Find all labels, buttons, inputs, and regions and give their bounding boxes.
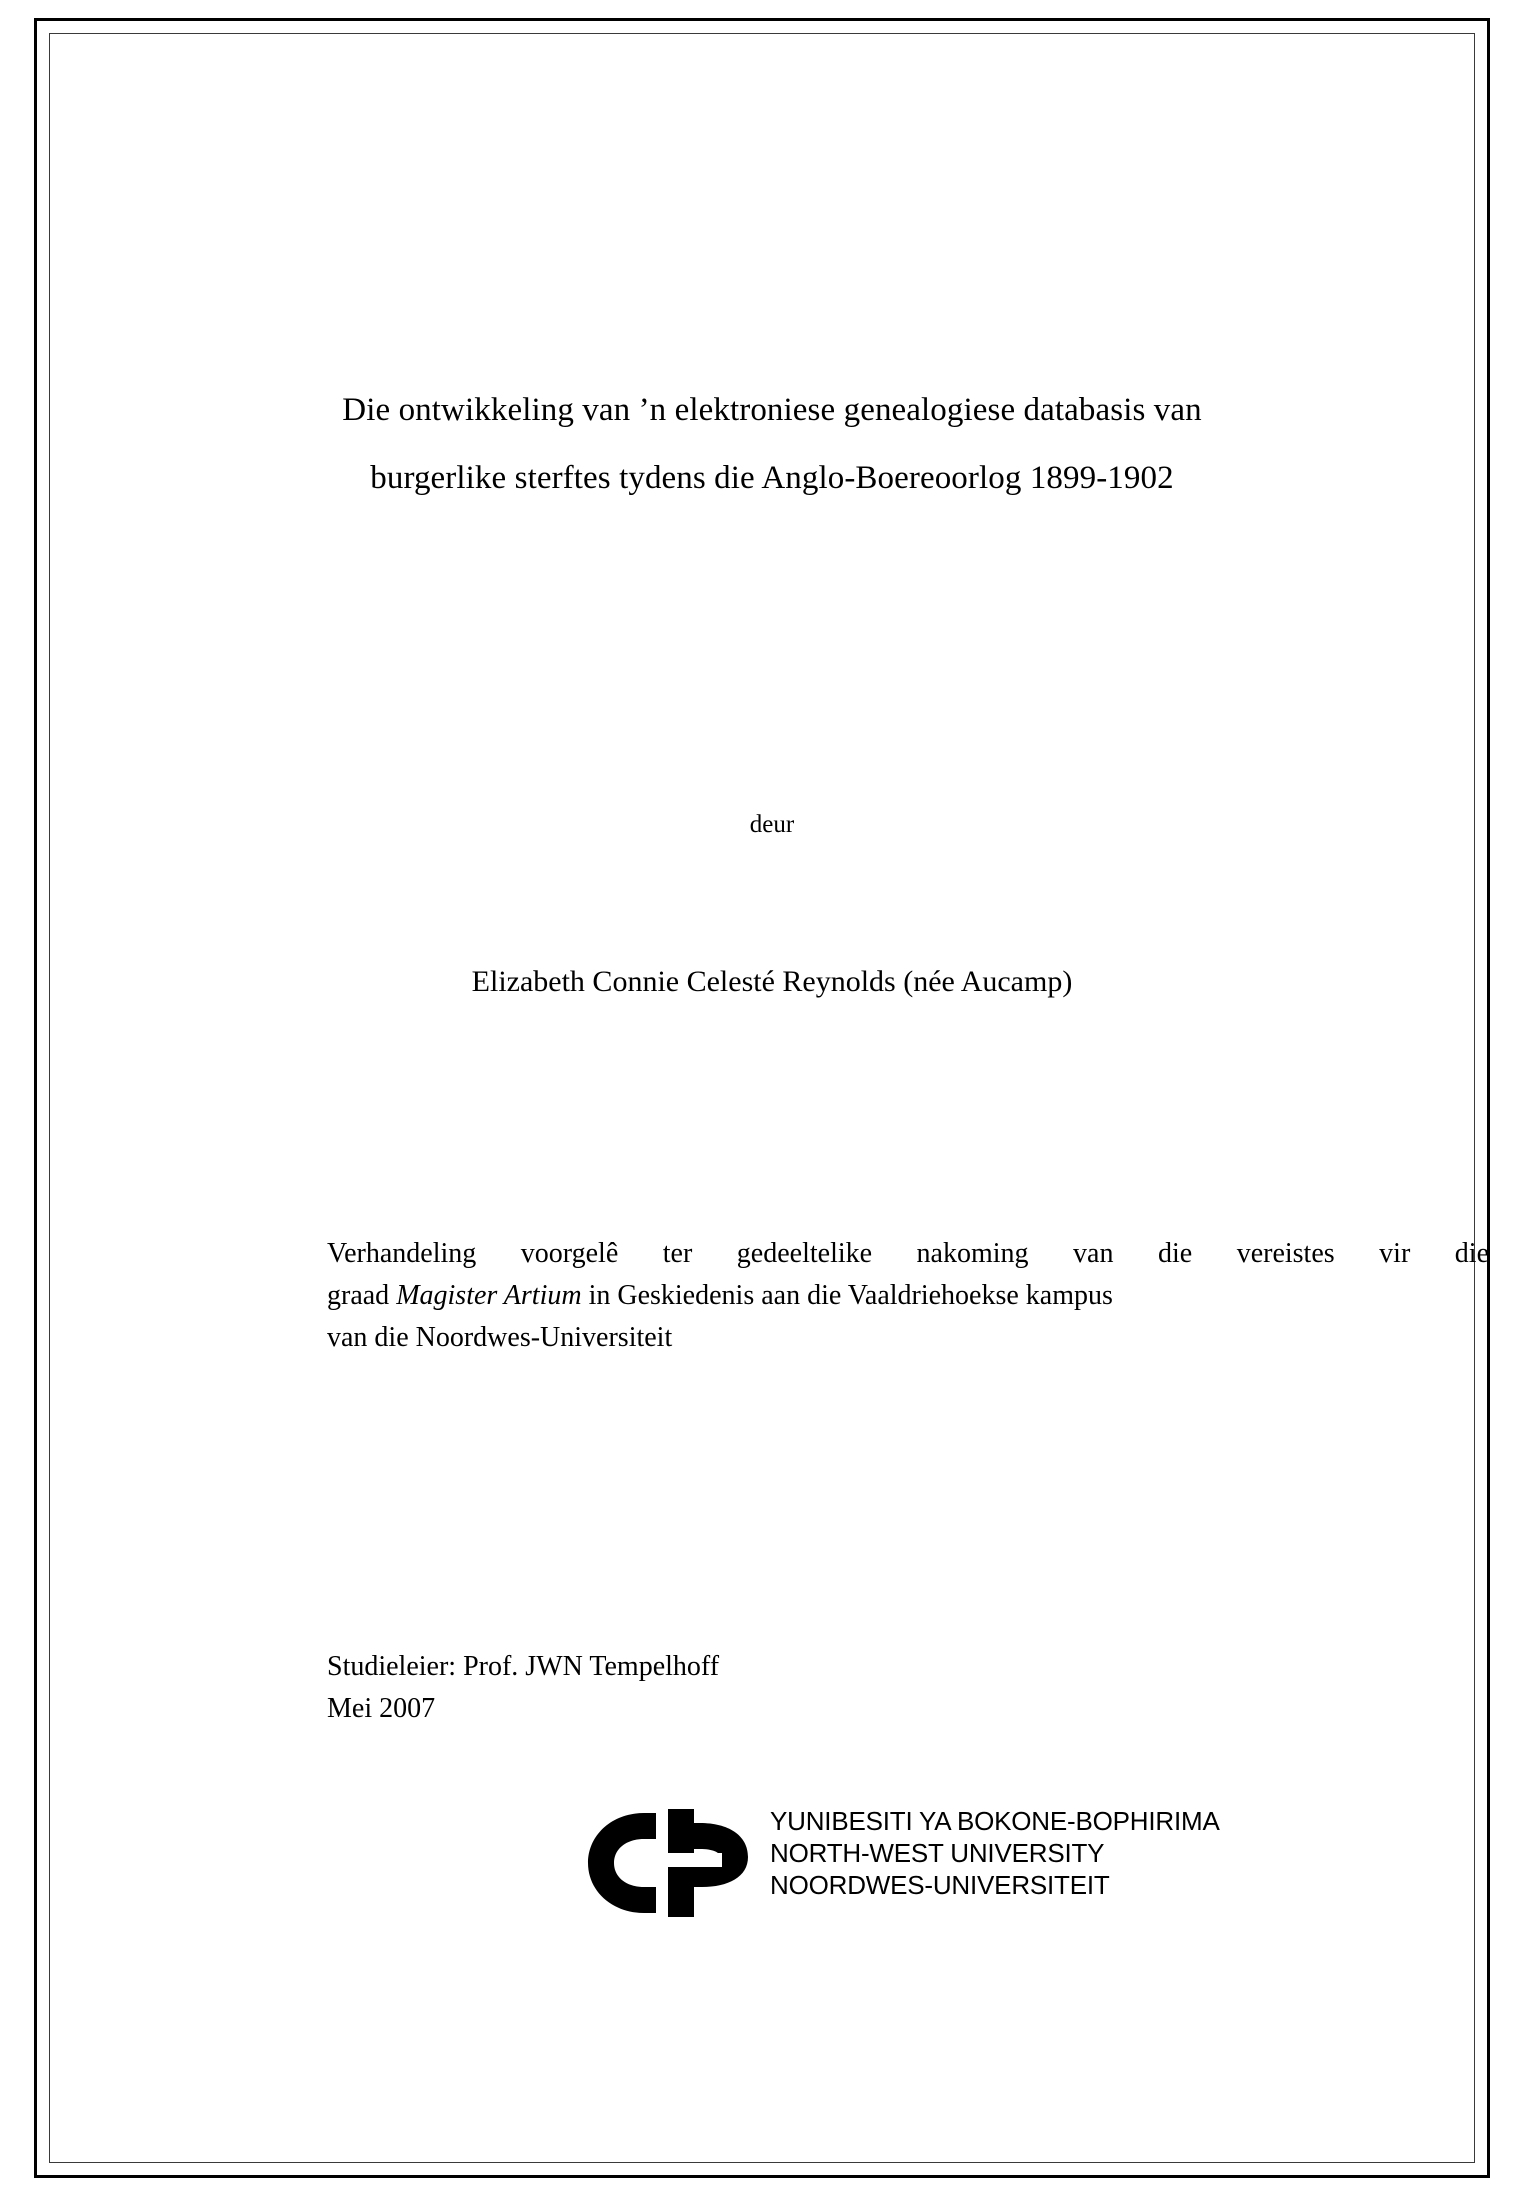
submission-statement	[327, 1233, 1489, 1359]
by-label: deur	[749, 811, 795, 838]
logo-line-1: YUNIBESITI YA BOKONE-BOPHIRIMA	[770, 1806, 1220, 1836]
date-line: Mei 2007	[327, 1693, 436, 1724]
submission-line-1: Verhandeling voorgelê ter gedeeltelike nakoming van die vereistes vir die	[327, 1238, 1489, 1269]
author-name: Elizabeth Connie Celesté Reynolds (née Aucamp)	[471, 965, 1073, 998]
university-logo-text	[770, 1805, 1220, 1901]
page-border	[34, 18, 1490, 2178]
logo-line-2: NORTH-WEST UNIVERSITY	[770, 1838, 1105, 1868]
supervisor-block	[327, 1646, 1227, 1730]
page-title	[217, 376, 1327, 512]
title-line-1: Die ontwikkeling van ’n elektroniese genealogiese databasis van	[342, 392, 1202, 428]
supervisor-line: Studieleier: Prof. JWN Tempelhoff	[327, 1651, 720, 1682]
page-content	[187, 21, 1489, 2175]
nwu-logo-icon	[582, 1809, 762, 1917]
degree-name: Magister Artium	[396, 1280, 582, 1311]
logo-line-3: NOORDWES-UNIVERSITEIT	[770, 1870, 1110, 1900]
submission-line-3: van die Noordwes-Universiteit	[327, 1322, 673, 1353]
submission-line-2-pre: graad	[327, 1280, 397, 1311]
submission-line-2-post: in Geskiedenis aan die Vaaldriehoekse kampus	[581, 1280, 1113, 1311]
title-line-2: burgerlike sterftes tydens die Anglo-Boereoorlog 1899-1902	[370, 460, 1174, 496]
submission-line-2	[327, 1275, 1489, 1317]
university-logo	[582, 1801, 1302, 1931]
